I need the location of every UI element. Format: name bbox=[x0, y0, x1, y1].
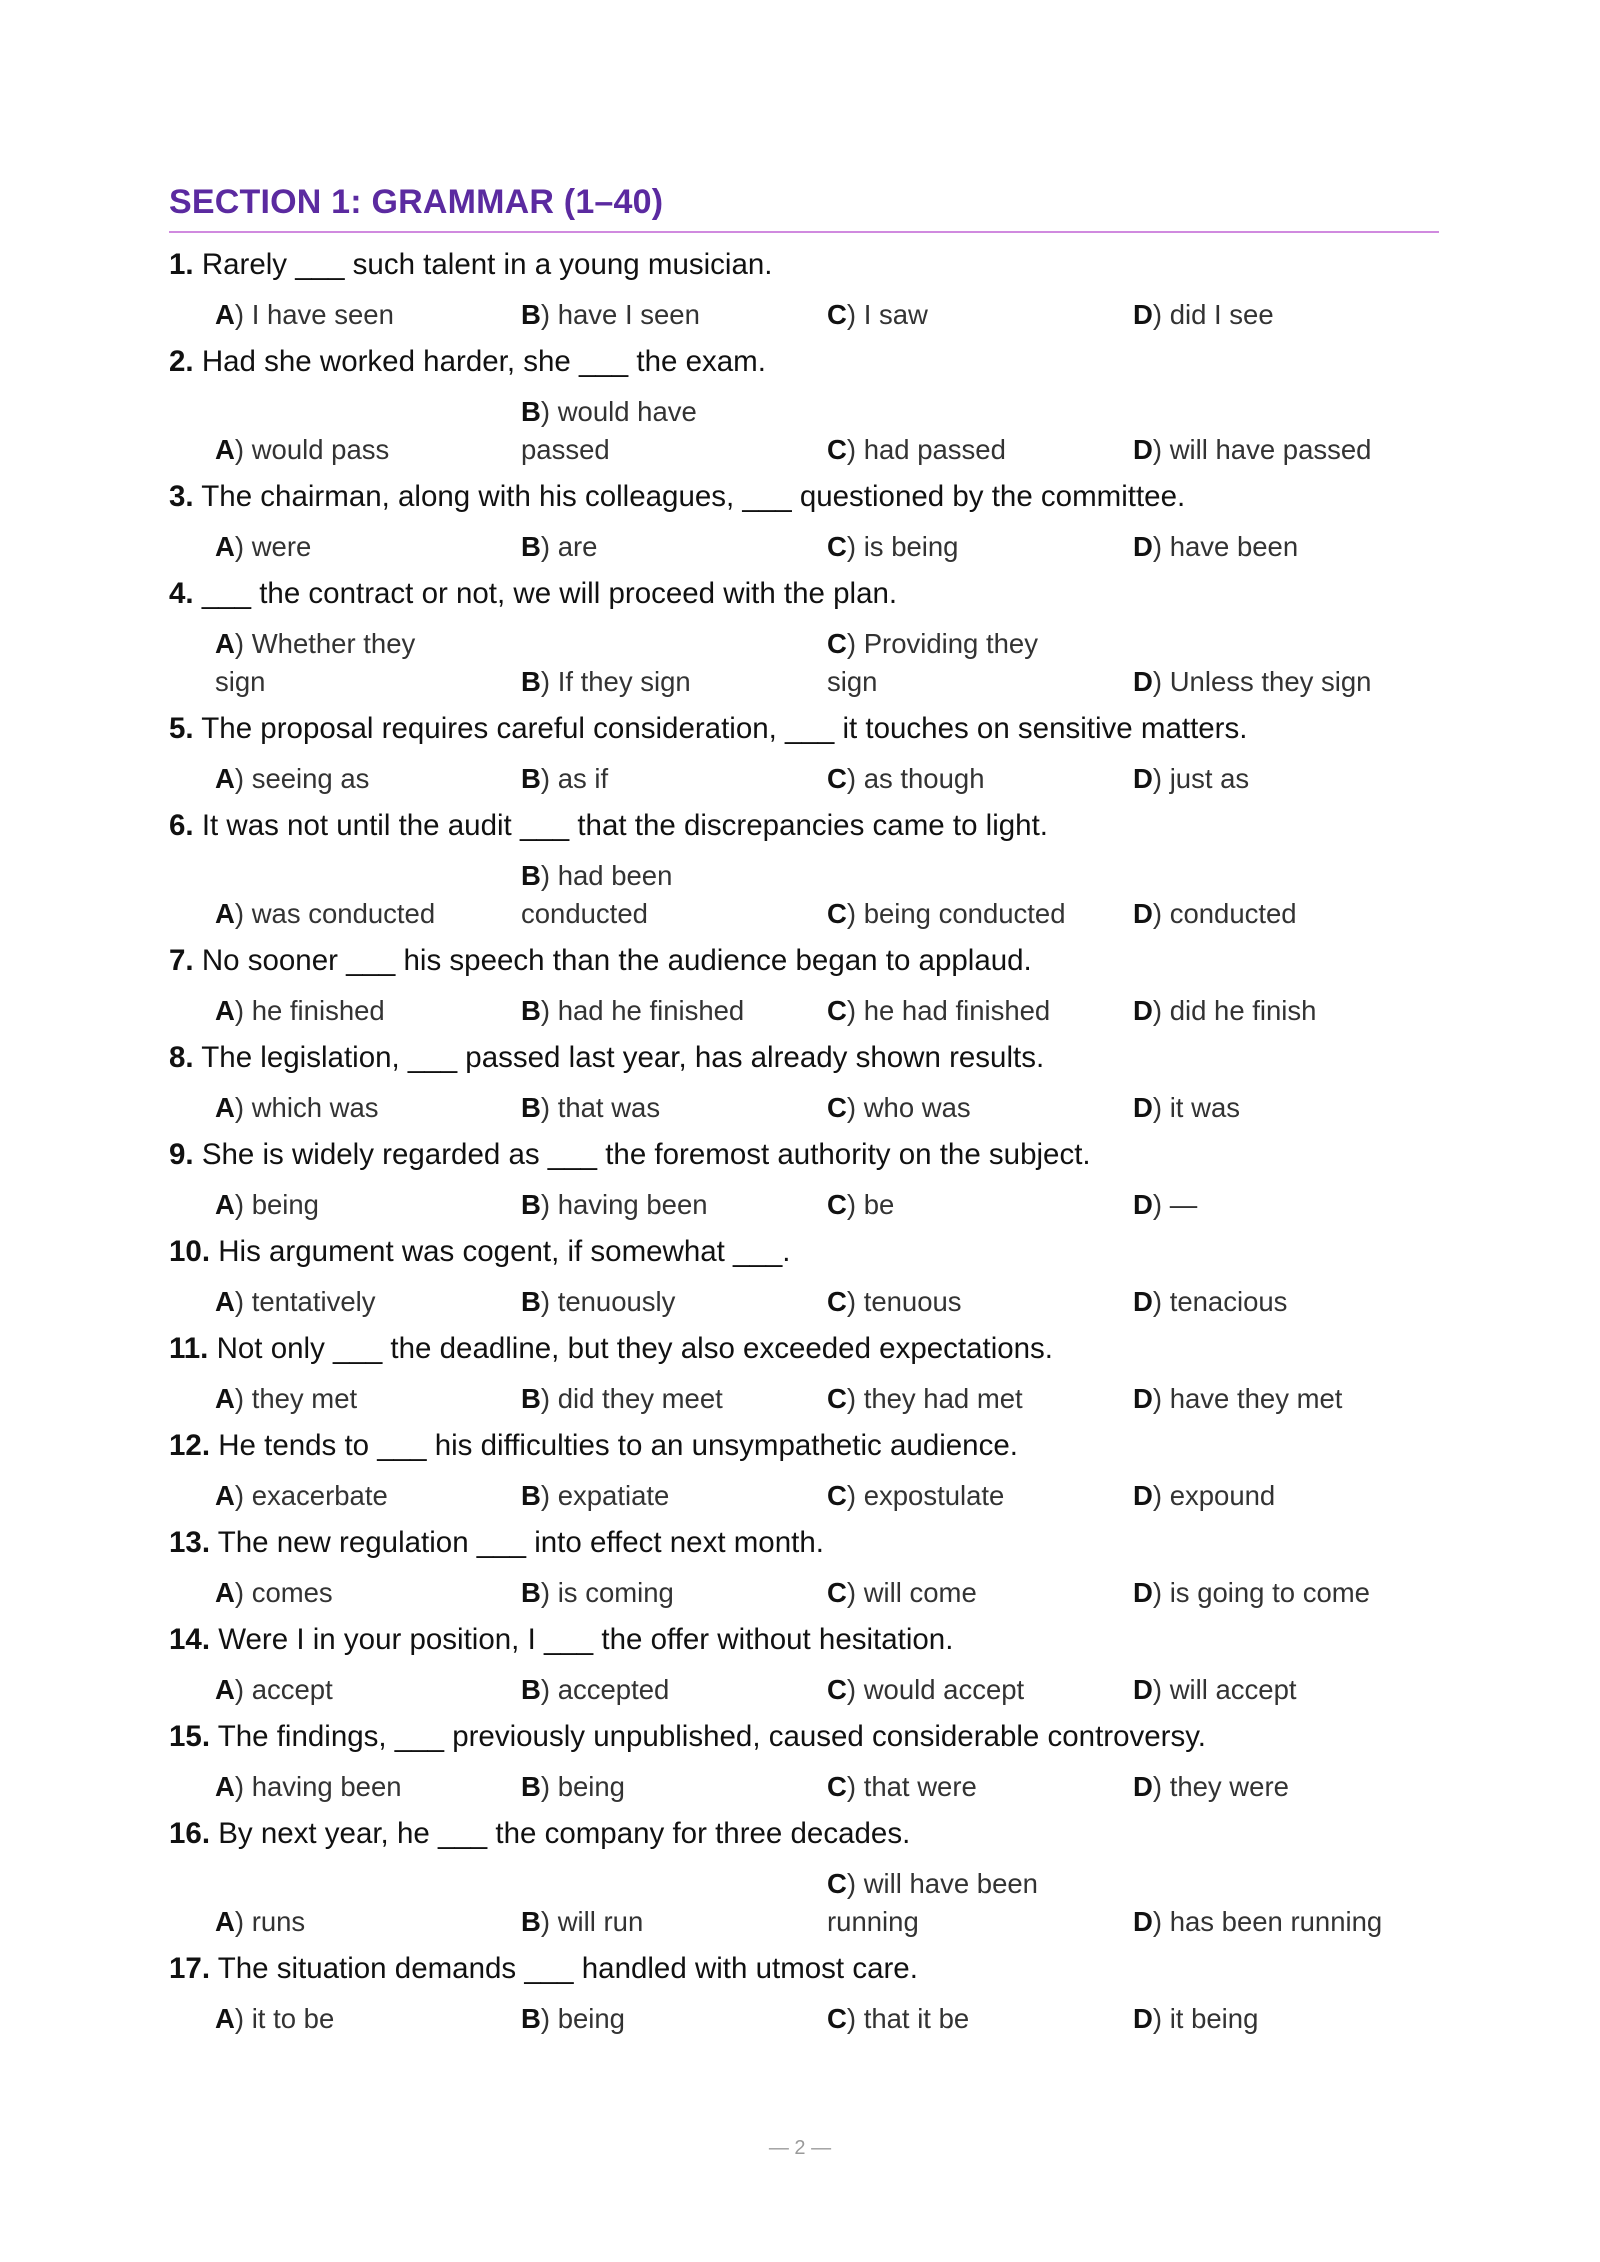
option-c[interactable]: C) had passed bbox=[827, 434, 1006, 465]
question-stem bbox=[169, 1812, 1439, 1856]
option-text: I saw bbox=[863, 299, 928, 330]
option-b[interactable]: B) did they meet bbox=[521, 1383, 723, 1414]
option-a[interactable]: A) he finished bbox=[215, 995, 385, 1026]
option-c[interactable]: C) be bbox=[827, 1189, 895, 1220]
answer-options bbox=[169, 1991, 1439, 2044]
question-number: 13. bbox=[169, 1526, 211, 1559]
option-text: Providing they sign bbox=[827, 628, 1038, 697]
option-text: had passed bbox=[863, 434, 1006, 465]
question-stem bbox=[169, 1521, 1439, 1565]
question-text: No sooner ___ his speech than the audience began to applaud. bbox=[201, 944, 1032, 977]
option-text: had he finished bbox=[557, 995, 745, 1026]
question-item bbox=[169, 1715, 1439, 1812]
question-number: 12. bbox=[169, 1429, 211, 1462]
option-text: had been conducted bbox=[521, 860, 673, 929]
answer-options bbox=[169, 1371, 1439, 1424]
option-b[interactable]: B) accepted bbox=[521, 1674, 670, 1705]
question-item bbox=[169, 1230, 1439, 1327]
answer-options bbox=[169, 616, 1439, 707]
option-text: did he finish bbox=[1169, 995, 1317, 1026]
option-text: Unless they sign bbox=[1169, 666, 1372, 697]
question-item bbox=[169, 1036, 1439, 1133]
option-b[interactable]: B) are bbox=[521, 531, 598, 562]
question-number: 9. bbox=[169, 1138, 194, 1171]
question-stem bbox=[169, 1424, 1439, 1468]
option-text: they met bbox=[251, 1383, 358, 1414]
question-text: Rarely ___ such talent in a young musician. bbox=[201, 248, 773, 281]
option-text: is coming bbox=[557, 1577, 674, 1608]
option-a[interactable]: A) runs bbox=[215, 1906, 306, 1937]
option-b[interactable]: B) had been conducted bbox=[521, 860, 673, 929]
question-number: 8. bbox=[169, 1041, 194, 1074]
option-c[interactable]: C) will have been running bbox=[827, 1868, 1038, 1937]
question-number: 1. bbox=[169, 248, 194, 281]
question-text: The new regulation ___ into effect next month. bbox=[217, 1526, 824, 1559]
question-text: The proposal requires careful consideration, ___ it touches on sensitive matters. bbox=[201, 712, 1248, 745]
option-a[interactable]: A) accept bbox=[215, 1674, 333, 1705]
section-title: SECTION 1: GRAMMAR (1–40) bbox=[169, 183, 664, 221]
option-d[interactable]: D) just as bbox=[1133, 763, 1250, 794]
question-number: 7. bbox=[169, 944, 194, 977]
option-text: expound bbox=[1169, 1480, 1276, 1511]
option-a[interactable]: A) they met bbox=[215, 1383, 358, 1414]
option-b[interactable]: B) that was bbox=[521, 1092, 661, 1123]
option-d[interactable]: D) have been bbox=[1133, 531, 1299, 562]
option-text: is being bbox=[863, 531, 959, 562]
option-a[interactable]: A) would pass bbox=[215, 434, 390, 465]
option-a[interactable]: A) having been bbox=[215, 1771, 402, 1802]
question-number: 10. bbox=[169, 1235, 211, 1268]
question-stem bbox=[169, 939, 1439, 983]
question-text: The chairman, along with his colleagues, ___ questioned by the committee. bbox=[201, 480, 1186, 513]
question-number: 3. bbox=[169, 480, 194, 513]
option-text: having been bbox=[251, 1771, 402, 1802]
question-text: Had she worked harder, she ___ the exam. bbox=[201, 345, 766, 378]
question-number: 15. bbox=[169, 1720, 211, 1753]
option-text: it was bbox=[1169, 1092, 1240, 1123]
answer-options bbox=[169, 1177, 1439, 1230]
option-text: has been running bbox=[1169, 1906, 1383, 1937]
option-c[interactable]: C) tenuous bbox=[827, 1286, 962, 1317]
answer-options bbox=[169, 1565, 1439, 1618]
question-number: 17. bbox=[169, 1952, 211, 1985]
option-c[interactable]: C) expostulate bbox=[827, 1480, 1005, 1511]
option-text: accepted bbox=[557, 1674, 670, 1705]
answer-options bbox=[169, 519, 1439, 572]
option-a[interactable]: A) were bbox=[215, 531, 312, 562]
option-d[interactable]: D) has been running bbox=[1133, 1906, 1383, 1937]
option-text: it to be bbox=[251, 2003, 335, 2034]
question-item bbox=[169, 939, 1439, 1036]
option-text: will come bbox=[863, 1577, 977, 1608]
question-text: The findings, ___ previously unpublished, caused considerable controversy. bbox=[217, 1720, 1206, 1753]
question-number: 14. bbox=[169, 1623, 211, 1656]
question-text: His argument was cogent, if somewhat ___. bbox=[218, 1235, 791, 1268]
question-stem bbox=[169, 340, 1439, 384]
option-text: did they meet bbox=[557, 1383, 723, 1414]
question-number: 11. bbox=[169, 1332, 209, 1365]
option-text: accept bbox=[251, 1674, 333, 1705]
option-text: be bbox=[863, 1189, 895, 1220]
option-d[interactable]: D) Unless they sign bbox=[1133, 666, 1372, 697]
option-a[interactable]: A) being bbox=[215, 1189, 319, 1220]
option-b[interactable]: B) is coming bbox=[521, 1577, 674, 1608]
option-c[interactable]: C) that were bbox=[827, 1771, 977, 1802]
option-c[interactable]: C) I saw bbox=[827, 299, 928, 330]
option-text: Whether they sign bbox=[215, 628, 416, 697]
answer-options bbox=[169, 1856, 1439, 1947]
question-stem bbox=[169, 1036, 1439, 1080]
option-text: as if bbox=[557, 763, 609, 794]
option-d[interactable]: D) did I see bbox=[1133, 299, 1274, 330]
option-c[interactable]: C) would accept bbox=[827, 1674, 1025, 1705]
option-a[interactable]: A) I have seen bbox=[215, 299, 394, 330]
question-number: 2. bbox=[169, 345, 194, 378]
option-text: who was bbox=[863, 1092, 971, 1123]
question-item bbox=[169, 572, 1439, 707]
option-b[interactable]: B) If they sign bbox=[521, 666, 691, 697]
option-text: being bbox=[251, 1189, 319, 1220]
option-text: just as bbox=[1169, 763, 1250, 794]
question-stem bbox=[169, 475, 1439, 519]
option-text: would have passed bbox=[521, 396, 697, 465]
option-d[interactable]: D) it being bbox=[1133, 2003, 1259, 2034]
option-text: is going to come bbox=[1169, 1577, 1370, 1608]
option-text: conducted bbox=[1169, 898, 1297, 929]
option-text: will have been running bbox=[827, 1868, 1038, 1937]
option-a[interactable]: A) exacerbate bbox=[215, 1480, 388, 1511]
option-text: it being bbox=[1169, 2003, 1259, 2034]
question-text: He tends to ___ his difficulties to an unsympathetic audience. bbox=[218, 1429, 1018, 1462]
question-stem bbox=[169, 1947, 1439, 1991]
option-c[interactable]: C) that it be bbox=[827, 2003, 970, 2034]
question-text: The legislation, ___ passed last year, has already shown results. bbox=[201, 1041, 1045, 1074]
option-d[interactable]: D) — bbox=[1133, 1189, 1198, 1220]
answer-options bbox=[169, 1759, 1439, 1812]
question-number: 16. bbox=[169, 1817, 211, 1850]
question-text: ___ the contract or not, we will proceed with the plan. bbox=[201, 577, 898, 610]
option-b[interactable]: B) had he finished bbox=[521, 995, 745, 1026]
option-d[interactable]: D) tenacious bbox=[1133, 1286, 1288, 1317]
option-text: will accept bbox=[1169, 1674, 1297, 1705]
option-text: he finished bbox=[251, 995, 385, 1026]
option-text: would accept bbox=[863, 1674, 1025, 1705]
option-text: tentatively bbox=[251, 1286, 376, 1317]
question-text: Were I in your position, I ___ the offer without hesitation. bbox=[218, 1623, 954, 1656]
option-text: that were bbox=[863, 1771, 977, 1802]
answer-options bbox=[169, 287, 1439, 340]
question-stem bbox=[169, 1230, 1439, 1274]
answer-options bbox=[169, 1080, 1439, 1133]
option-d[interactable]: D) will accept bbox=[1133, 1674, 1297, 1705]
option-d[interactable]: D) conducted bbox=[1133, 898, 1297, 929]
question-number: 6. bbox=[169, 809, 194, 842]
option-text: are bbox=[557, 531, 598, 562]
question-item bbox=[169, 1812, 1439, 1947]
question-text: It was not until the audit ___ that the discrepancies came to light. bbox=[201, 809, 1048, 842]
question-stem bbox=[169, 1327, 1439, 1371]
question-item bbox=[169, 475, 1439, 572]
option-text: being bbox=[557, 2003, 625, 2034]
answer-options bbox=[169, 1662, 1439, 1715]
option-a[interactable]: A) it to be bbox=[215, 2003, 335, 2034]
question-text: She is widely regarded as ___ the foremost authority on the subject. bbox=[201, 1138, 1091, 1171]
question-item bbox=[169, 1947, 1439, 2044]
page-number: — 2 — bbox=[768, 2137, 832, 2159]
question-stem bbox=[169, 1133, 1439, 1177]
question-text: By next year, he ___ the company for three decades. bbox=[218, 1817, 911, 1850]
question-item bbox=[169, 340, 1439, 475]
option-text: expostulate bbox=[863, 1480, 1005, 1511]
option-d[interactable]: D) it was bbox=[1133, 1092, 1240, 1123]
option-text: have been bbox=[1169, 531, 1299, 562]
question-stem bbox=[169, 707, 1439, 751]
option-text: exacerbate bbox=[251, 1480, 388, 1511]
option-text: seeing as bbox=[251, 763, 370, 794]
option-text: they had met bbox=[863, 1383, 1023, 1414]
option-text: as though bbox=[863, 763, 985, 794]
question-stem bbox=[169, 1618, 1439, 1662]
question-item bbox=[169, 1618, 1439, 1715]
option-text: expatiate bbox=[557, 1480, 670, 1511]
answer-options bbox=[169, 751, 1439, 804]
option-text: that was bbox=[557, 1092, 661, 1123]
option-c[interactable]: C) he had finished bbox=[827, 995, 1051, 1026]
option-d[interactable]: D) will have passed bbox=[1133, 434, 1372, 465]
question-item bbox=[169, 804, 1439, 939]
option-text: tenuously bbox=[557, 1286, 676, 1317]
option-c[interactable]: C) as though bbox=[827, 763, 985, 794]
option-d[interactable]: D) is going to come bbox=[1133, 1577, 1370, 1608]
option-text: was conducted bbox=[251, 898, 436, 929]
option-text: would pass bbox=[251, 434, 390, 465]
option-a[interactable]: A) Whether they sign bbox=[215, 628, 416, 697]
option-b[interactable]: B) will run bbox=[521, 1906, 644, 1937]
question-item bbox=[169, 1521, 1439, 1618]
option-b[interactable]: B) being bbox=[521, 1771, 625, 1802]
option-c[interactable]: C) Providing they sign bbox=[827, 628, 1038, 697]
question-stem bbox=[169, 804, 1439, 848]
option-c[interactable]: C) will come bbox=[827, 1577, 977, 1608]
question-list bbox=[169, 243, 1439, 2044]
option-text: having been bbox=[557, 1189, 708, 1220]
question-stem bbox=[169, 1715, 1439, 1759]
option-c[interactable]: C) is being bbox=[827, 531, 959, 562]
option-text: being conducted bbox=[863, 898, 1066, 929]
question-text: Not only ___ the deadline, but they also exceeded expectations. bbox=[216, 1332, 1054, 1365]
option-d[interactable]: D) have they met bbox=[1133, 1383, 1343, 1414]
question-item bbox=[169, 1133, 1439, 1230]
option-c[interactable]: C) being conducted bbox=[827, 898, 1066, 929]
option-text: did I see bbox=[1169, 299, 1274, 330]
question-stem bbox=[169, 572, 1439, 616]
question-text: The situation demands ___ handled with utmost care. bbox=[217, 1952, 918, 1985]
option-text: have I seen bbox=[557, 299, 700, 330]
option-d[interactable]: D) did he finish bbox=[1133, 995, 1317, 1026]
option-text: he had finished bbox=[863, 995, 1051, 1026]
option-c[interactable]: C) who was bbox=[827, 1092, 971, 1123]
option-a[interactable]: A) was conducted bbox=[215, 898, 436, 929]
option-a[interactable]: A) comes bbox=[215, 1577, 333, 1608]
answer-options bbox=[169, 983, 1439, 1036]
answer-options bbox=[169, 384, 1439, 475]
answer-options bbox=[169, 1468, 1439, 1521]
question-number: 5. bbox=[169, 712, 194, 745]
option-text: have they met bbox=[1169, 1383, 1343, 1414]
option-a[interactable]: A) tentatively bbox=[215, 1286, 376, 1317]
option-text: comes bbox=[251, 1577, 333, 1608]
option-a[interactable]: A) seeing as bbox=[215, 763, 370, 794]
option-text: If they sign bbox=[557, 666, 691, 697]
option-text: runs bbox=[251, 1906, 306, 1937]
question-item bbox=[169, 707, 1439, 804]
option-b[interactable]: B) would have passed bbox=[521, 396, 697, 465]
option-text: they were bbox=[1169, 1771, 1289, 1802]
option-text: will run bbox=[557, 1906, 644, 1937]
question-number: 4. bbox=[169, 577, 194, 610]
option-text: tenacious bbox=[1169, 1286, 1288, 1317]
option-b[interactable]: B) tenuously bbox=[521, 1286, 676, 1317]
option-text: being bbox=[557, 1771, 625, 1802]
question-item bbox=[169, 1424, 1439, 1521]
option-text: were bbox=[251, 531, 312, 562]
option-b[interactable]: B) have I seen bbox=[521, 299, 700, 330]
answer-options bbox=[169, 1274, 1439, 1327]
option-text: — bbox=[1169, 1189, 1198, 1220]
option-d[interactable]: D) they were bbox=[1133, 1771, 1289, 1802]
answer-options bbox=[169, 848, 1439, 939]
option-text: I have seen bbox=[251, 299, 394, 330]
section-divider bbox=[169, 231, 1439, 233]
option-b[interactable]: B) as if bbox=[521, 763, 609, 794]
option-b[interactable]: B) expatiate bbox=[521, 1480, 670, 1511]
option-c[interactable]: C) they had met bbox=[827, 1383, 1023, 1414]
question-stem bbox=[169, 243, 1439, 287]
option-b[interactable]: B) having been bbox=[521, 1189, 708, 1220]
question-item bbox=[169, 1327, 1439, 1424]
option-text: will have passed bbox=[1169, 434, 1372, 465]
option-b[interactable]: B) being bbox=[521, 2003, 625, 2034]
option-text: which was bbox=[251, 1092, 379, 1123]
option-text: tenuous bbox=[863, 1286, 962, 1317]
option-d[interactable]: D) expound bbox=[1133, 1480, 1276, 1511]
question-item bbox=[169, 243, 1439, 340]
option-text: that it be bbox=[863, 2003, 970, 2034]
option-a[interactable]: A) which was bbox=[215, 1092, 379, 1123]
